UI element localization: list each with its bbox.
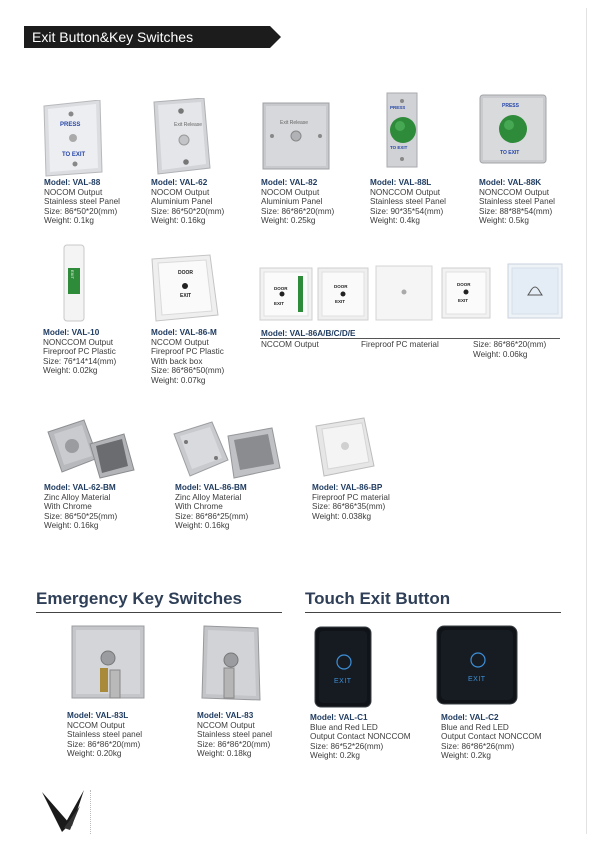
plate-text: Exit Release	[280, 120, 309, 126]
exit-text: EXIT	[335, 299, 346, 304]
product-image-val-88l	[386, 92, 418, 173]
spec-line: Output Contact NONCCOM	[441, 732, 542, 742]
model-label: Model: VAL-88	[44, 178, 101, 187]
spec-line: Size: 76*14*14(mm)	[43, 356, 117, 366]
product-image-val-10	[62, 244, 86, 327]
exit-text: EXIT	[458, 298, 469, 303]
product-image-val-86-bm	[172, 420, 282, 487]
model-label: Model: VAL-62	[151, 178, 208, 187]
model-label: Model: VAL-10	[43, 328, 100, 337]
spec-line: Aluminium Panel	[261, 197, 323, 207]
model-label: Model: VAL-86A/B/C/D/E	[261, 329, 356, 338]
spec-line: Weight: 0.2kg	[310, 751, 360, 761]
spec-val-88l	[370, 178, 446, 226]
exit-text: EXIT	[180, 293, 192, 299]
spec-val-62	[151, 178, 224, 226]
spec-line: NOCOM Output	[261, 187, 320, 197]
spec-line: Size: 86*50*20(mm)	[151, 206, 225, 216]
spec-line: Weight: 0.07kg	[151, 375, 206, 385]
spec-line: Stainless steel panel	[197, 730, 273, 740]
model-label: Model: VAL-86-BP	[312, 483, 383, 492]
spec-line: Stainless steel Panel	[44, 197, 121, 207]
press-text: PRESS	[60, 122, 81, 128]
exit-text: EXIT	[70, 270, 75, 279]
model-label: Model: VAL-88L	[370, 178, 432, 187]
page-edge-line	[586, 8, 587, 834]
spec-line: With Chrome	[175, 502, 223, 512]
spec-line: NCCOM Output	[151, 337, 209, 347]
spec-line: Size: 86*50*25(mm)	[44, 511, 118, 521]
exit-text: TO EXIT	[390, 145, 408, 150]
spec-val-88	[44, 178, 120, 226]
spec-line: NONCCOM Output	[479, 187, 550, 197]
spec-line: Stainless steel Panel	[479, 197, 556, 207]
spec-line: Zinc Alloy Material	[175, 492, 242, 502]
spec-line: With back box	[151, 356, 203, 366]
section-banner	[24, 26, 280, 48]
group-size: Size: 86*86*20(mm)	[473, 340, 547, 349]
product-image-val-83	[198, 624, 264, 713]
spec-line: Fireproof PC Plastic	[151, 347, 224, 357]
spec-line: Blue and Red LED	[310, 722, 378, 732]
spec-line: NOCOM Output	[44, 187, 103, 197]
spec-line: NONCCOM Output	[43, 337, 114, 347]
product-image-val-86a-group	[258, 262, 578, 329]
exit-text: EXIT	[468, 676, 486, 683]
spec-line: Aluminium Panel	[151, 197, 213, 207]
spec-line: Weight: 0.02kg	[43, 366, 98, 376]
spec-line: Size: 86*86*50(mm)	[151, 366, 225, 376]
spec-line: Size: 86*86*26(mm)	[441, 741, 515, 751]
spec-val-88k	[479, 178, 555, 226]
door-text: DOOR	[274, 286, 288, 291]
section-title-touch: Touch Exit Button	[305, 589, 451, 608]
product-image-val-62	[148, 98, 214, 181]
model-label: Model: VAL-88K	[479, 178, 542, 187]
spec-line: Weight: 0.16kg	[175, 521, 230, 531]
model-label: Model: VAL-C1	[310, 713, 368, 722]
section-underline	[36, 612, 282, 613]
press-text: PRESS	[502, 103, 519, 109]
spec-val-86-bp	[312, 483, 390, 521]
product-image-val-86-bp	[312, 416, 378, 483]
spec-val-82	[261, 178, 334, 226]
product-image-val-62-bm	[44, 418, 136, 485]
spec-line: Stainless steel panel	[67, 730, 143, 740]
model-label: Model: VAL-82	[261, 178, 318, 187]
spec-line: Weight: 0.18kg	[197, 749, 252, 759]
spec-line: Weight: 0.16kg	[151, 216, 206, 226]
spec-val-c2	[441, 713, 542, 761]
section-underline	[305, 612, 561, 613]
group-material: Fireproof PC material	[361, 340, 439, 349]
product-image-val-c1	[314, 626, 372, 713]
group-output: NCCOM Output	[261, 340, 319, 349]
spec-line: Size: 86*52*26(mm)	[310, 741, 384, 751]
product-image-val-83l	[70, 624, 150, 713]
spec-val-86-bm	[175, 483, 248, 531]
plate-text: Exit Release	[174, 122, 203, 128]
spec-line: Weight: 0.16kg	[44, 521, 99, 531]
spec-line: Weight: 0.4kg	[370, 216, 420, 226]
exit-text: TO EXIT	[62, 152, 86, 158]
banner-title: Exit Button&Key Switches	[32, 29, 194, 45]
spec-line: Size: 86*86*20(mm)	[261, 206, 335, 216]
product-image-val-88k	[479, 94, 547, 169]
spec-line: NOCOM Output	[151, 187, 210, 197]
spec-line: Weight: 0.038kg	[312, 511, 372, 521]
brand-logo-icon	[40, 788, 92, 841]
spec-val-10	[43, 328, 116, 376]
model-label: Model: VAL-83L	[67, 711, 129, 720]
group-divider	[260, 338, 560, 339]
exit-text: TO EXIT	[500, 150, 520, 156]
spec-line: Size: 88*88*54(mm)	[479, 206, 553, 216]
spec-line: Blue and Red LED	[441, 722, 509, 732]
model-label: Model: VAL-83	[197, 711, 254, 720]
spec-line: With Chrome	[44, 502, 92, 512]
spec-line: Output Contact NONCCOM	[310, 732, 411, 742]
product-image-val-c2	[436, 624, 520, 711]
product-image-val-82	[262, 102, 330, 175]
spec-val-86-m	[151, 328, 224, 386]
model-label: Model: VAL-86-M	[151, 328, 217, 337]
model-label: Model: VAL-62-BM	[44, 483, 116, 492]
logo-divider	[90, 790, 92, 834]
spec-line: Size: 90*35*54(mm)	[370, 206, 444, 216]
section-title-emergency: Emergency Key Switches	[36, 589, 242, 608]
model-label: Model: VAL-86-BM	[175, 483, 247, 492]
spec-line: Size: 86*86*35(mm)	[312, 502, 386, 512]
spec-line: Zinc Alloy Material	[44, 492, 111, 502]
exit-text: EXIT	[274, 301, 285, 306]
spec-line: NCCOM Output	[197, 720, 255, 730]
spec-line: NONCCOM Output	[370, 187, 441, 197]
product-image-val-86-m	[148, 253, 220, 328]
model-label: Model: VAL-C2	[441, 713, 499, 722]
spec-val-62-bm	[44, 483, 117, 531]
spec-line: Fireproof PC material	[312, 492, 390, 502]
spec-val-83	[197, 711, 272, 759]
spec-val-83l	[67, 711, 142, 759]
spec-line: Weight: 0.25kg	[261, 216, 316, 226]
spec-line: Fireproof PC Plastic	[43, 347, 116, 357]
spec-line: Weight: 0.1kg	[44, 216, 94, 226]
spec-line: Weight: 0.5kg	[479, 216, 529, 226]
press-text: PRESS	[390, 105, 406, 110]
spec-line: Size: 86*86*25(mm)	[175, 511, 249, 521]
spec-line: NCCOM Output	[67, 720, 125, 730]
exit-text: EXIT	[334, 678, 352, 685]
door-text: DOOR	[334, 284, 348, 289]
spec-line: Size: 86*50*20(mm)	[44, 206, 118, 216]
spec-line: Size: 86*86*20(mm)	[67, 739, 141, 749]
product-image-val-88	[40, 100, 106, 183]
door-text: DOOR	[457, 282, 471, 287]
door-text: DOOR	[178, 270, 193, 276]
spec-line: Stainless steel Panel	[370, 197, 447, 207]
spec-line: Weight: 0.20kg	[67, 749, 122, 759]
spec-line: Weight: 0.2kg	[441, 751, 491, 761]
spec-line: Size: 86*86*20(mm)	[197, 739, 271, 749]
group-weight: Weight: 0.06kg	[473, 350, 528, 359]
spec-val-c1	[310, 713, 411, 761]
